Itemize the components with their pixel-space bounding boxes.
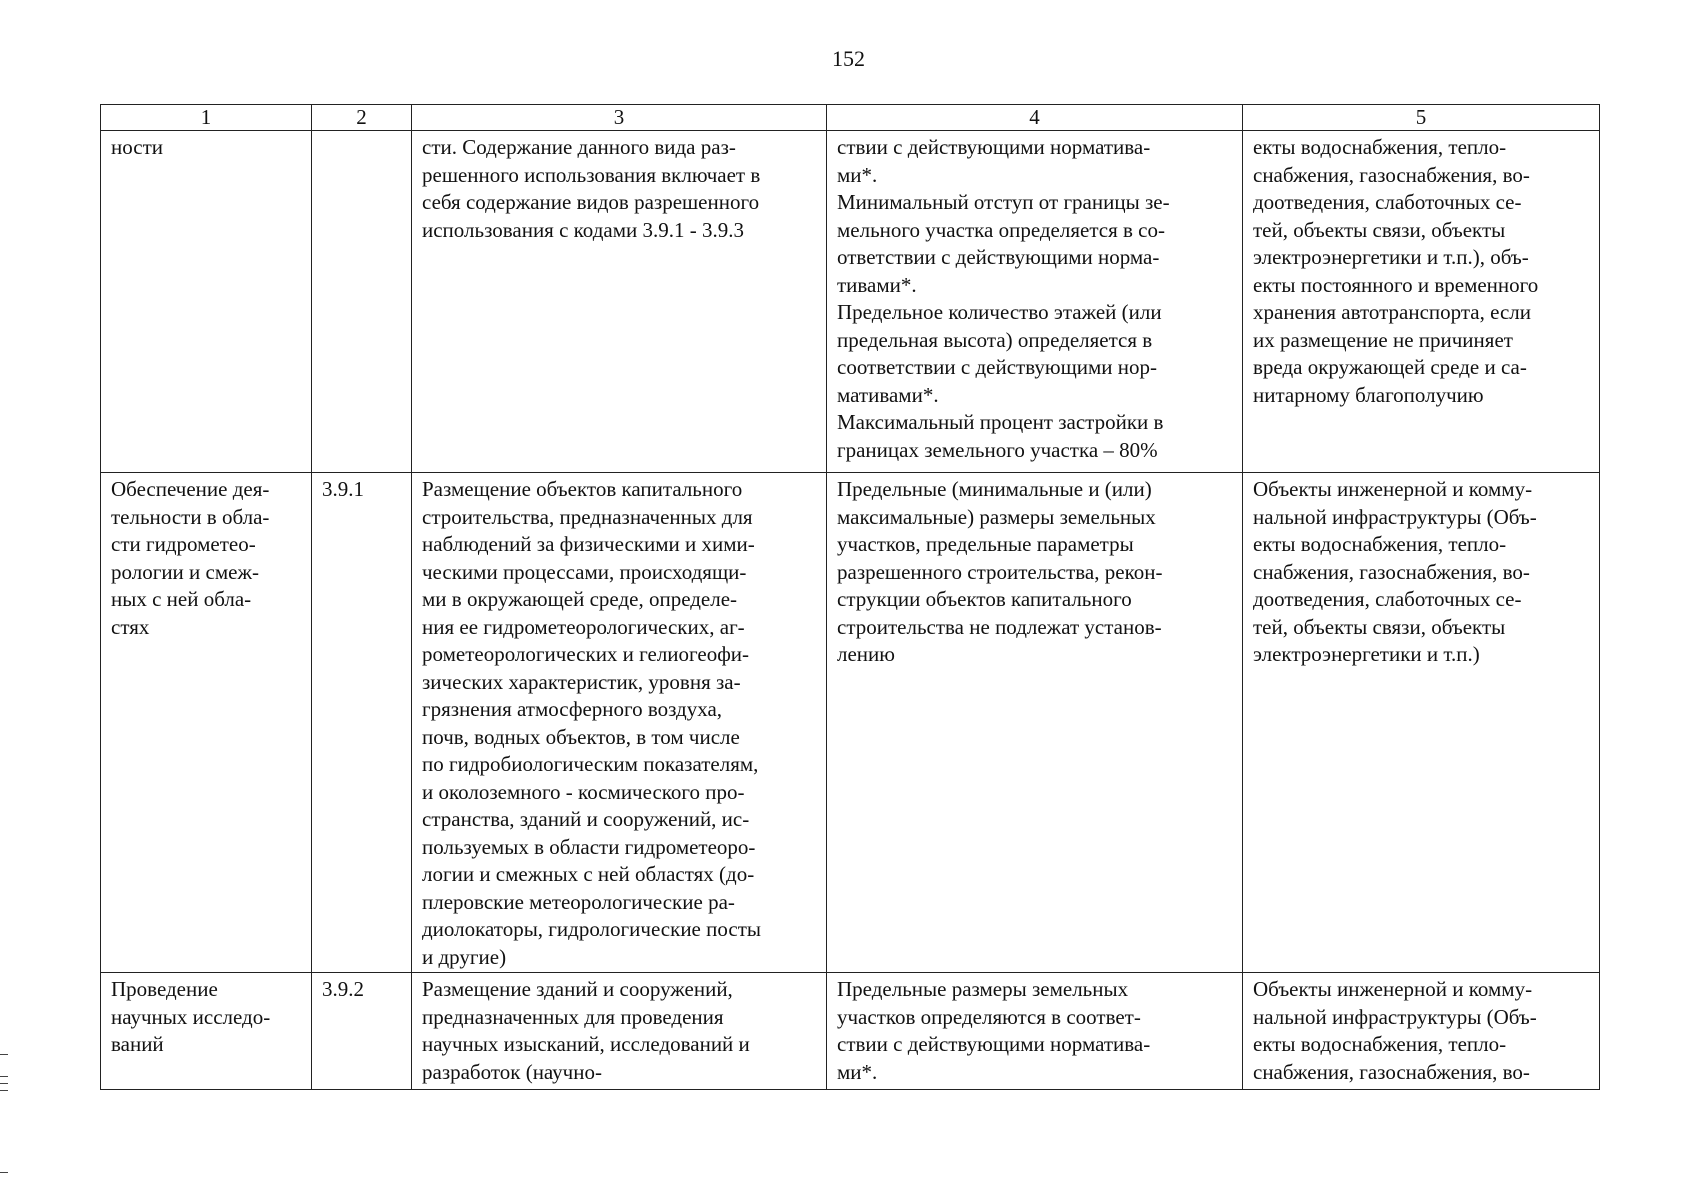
permitted-objects-cell	[1243, 473, 1600, 973]
land-use-description-cell	[412, 131, 827, 473]
land-use-description-cell	[412, 473, 827, 973]
land-use-description-cell	[412, 973, 827, 1090]
permitted-objects-cell	[1243, 973, 1600, 1090]
column-header-1: 1	[101, 105, 312, 131]
scan-margin-mark	[0, 1054, 8, 1055]
land-use-code: 3.9.2	[322, 977, 364, 1001]
permitted-objects-cell	[1243, 131, 1600, 473]
land-use-description: Размещение объектов капитального строительства, предназначенных для наблюдений за физическими и хими- ческими процессами, происходящи- ми в окружающей среде, определе- ния ее гидрометеорологических, аг- рометеорологических и гелиогеофи- зических характеристик, уровня за- грязнения атмосферного воздуха, почв, водных объектов, в том числе по гидробиологическим показателям, и околоземного - космического про- странства, зданий и сооружений, ис- пользуемых в области гидрометеоро- логии и смежных с ней областях (до- плеровские метеорологические ра- диолокаторы, гидрологические посты и другие)	[422, 477, 761, 969]
land-use-name-cell	[101, 473, 312, 973]
land-use-code-cell	[312, 473, 412, 973]
building-parameters: ствии с действующими норматива- ми*. Минимальный отступ от границы зе- мельного участка определяется в со- ответствии с действующими норма- тивами*. Предельное количество этажей (или предельная высота) определяется в соответствии с действующими нор- мативами*. Максимальный процент застройки в границах земельного участка – 80%	[837, 135, 1170, 462]
land-use-name: Обеспечение дея- тельности в обла- сти гидрометео- рологии и смеж- ных с ней обла- стях	[111, 477, 270, 639]
land-use-name: Проведение научных исследо- ваний	[111, 977, 271, 1056]
permitted-objects: Объекты инженерной и комму- нальной инфраструктуры (Объ- екты водоснабжения, тепло- снабжения, газоснабжения, во-	[1253, 977, 1537, 1084]
scan-margin-mark	[0, 1172, 8, 1173]
building-parameters-cell	[827, 973, 1243, 1090]
building-parameters-cell	[827, 473, 1243, 973]
table-body	[101, 131, 1600, 1090]
building-parameters: Предельные (минимальные и (или) максимальные) размеры земельных участков, предельные параметры разрешенного строительства, рекон- струкции объектов капитального строительства не подлежат установ- лению	[837, 477, 1163, 666]
column-header-2: 2	[312, 105, 412, 131]
scan-margin-mark	[0, 1083, 8, 1084]
land-use-name: ности	[111, 135, 163, 159]
table-row	[101, 973, 1600, 1090]
land-use-code-cell	[312, 973, 412, 1090]
land-use-code: 3.9.1	[322, 477, 364, 501]
column-header-4: 4	[827, 105, 1243, 131]
land-use-name-cell	[101, 131, 312, 473]
building-parameters: Предельные размеры земельных участков определяются в соответ- ствии с действующими норматива- ми*.	[837, 977, 1151, 1084]
column-header-5: 5	[1243, 105, 1600, 131]
land-use-description: Размещение зданий и сооружений, предназначенных для проведения научных изысканий, исследований и разработок (научно-	[422, 977, 750, 1084]
table-header	[101, 105, 1600, 131]
table-row	[101, 131, 1600, 473]
scan-margin-mark	[0, 1090, 8, 1091]
building-parameters-cell	[827, 131, 1243, 473]
land-use-name-cell	[101, 973, 312, 1090]
permitted-objects: екты водоснабжения, тепло- снабжения, газоснабжения, во- доотведения, слаботочных се- тей, объекты связи, объекты электроэнергетики и т.п.), объ- екты постоянного и временного хранения автотранспорта, если их размещение не причиняет вреда окружающей среде и са- нитарному благополучию	[1253, 135, 1539, 407]
scan-margin-mark	[0, 1076, 8, 1077]
table-row	[101, 473, 1600, 973]
header-row	[101, 105, 1600, 131]
land-use-table	[100, 104, 1600, 1090]
page-number: 152	[832, 46, 865, 71]
land-use-code-cell	[312, 131, 412, 473]
land-use-description: сти. Содержание данного вида раз- решенного использования включает в себя содержание видов разрешенного использования с кодами 3.9.1 - 3.9.3	[422, 135, 761, 242]
permitted-objects: Объекты инженерной и комму- нальной инфраструктуры (Объ- екты водоснабжения, тепло- снабжения, газоснабжения, во- доотведения, слаботочных се- тей, объекты связи, объекты электроэнергетики и т.п.)	[1253, 477, 1537, 666]
column-header-3: 3	[412, 105, 827, 131]
